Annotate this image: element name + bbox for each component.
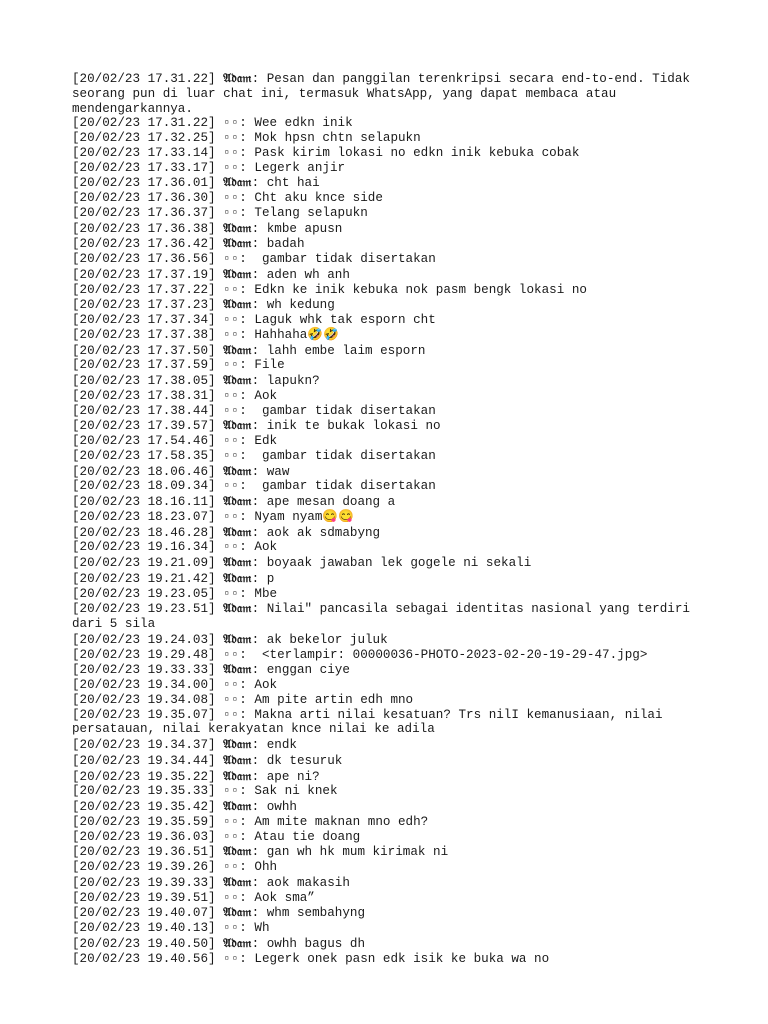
message-timestamp: [20/02/23 19.39.51] <box>72 890 216 905</box>
message-timestamp: [20/02/23 17.36.30] <box>72 191 216 205</box>
message-text: gambar tidak disertakan <box>254 479 436 494</box>
message-sender: 𝔄𝔡𝔞𝔪 <box>223 342 252 357</box>
message-sender: ▫▫ <box>223 327 240 342</box>
chat-message: [20/02/23 19.36.51] 𝔄𝔡𝔞𝔪: gan wh hk mum kirimak ni <box>72 844 449 860</box>
message-text: Aok <box>254 540 278 555</box>
message-text: ape ni? <box>266 769 320 784</box>
chat-message: [20/02/23 18.46.28] 𝔄𝔡𝔞𝔪: aok ak sdmabyng <box>72 524 381 540</box>
message-text: Makna arti nilai kesatuan? Trs nilI kemanusiaan, nilai persatauan, nilai kerakyatan knce nilai ke adila <box>72 707 671 737</box>
chat-message: [20/02/23 19.39.33] 𝔄𝔡𝔞𝔪: aok makasih <box>72 874 350 890</box>
message-timestamp: [20/02/23 19.40.50] <box>72 936 216 951</box>
chat-message: [20/02/23 18.23.07] ▫▫: Nyam nyam😋😋 <box>72 509 354 524</box>
message-timestamp: [20/02/23 19.21.42] <box>72 571 216 586</box>
message-timestamp: [20/02/23 19.23.51] <box>72 602 216 617</box>
message-text: owhh <box>266 800 297 814</box>
message-timestamp: [20/02/23 19.35.42] <box>72 800 216 814</box>
message-text: Pesan dan panggilan terenkripsi secara end-to-end. Tidak seorang pun di luar chat ini, termasuk WhatsApp, yang dapat membaca atau mendengarkannya. <box>72 72 698 116</box>
message-timestamp: [20/02/23 17.37.38] <box>72 327 216 342</box>
chat-message: [20/02/23 18.16.11] 𝔄𝔡𝔞𝔪: ape mesan doang a <box>72 494 396 509</box>
chat-message: [20/02/23 19.40.50] 𝔄𝔡𝔞𝔪: owhh bagus dh <box>72 935 365 951</box>
chat-message: [20/02/23 17.38.05] 𝔄𝔡𝔞𝔪: lapukn? <box>72 373 320 388</box>
message-timestamp: [20/02/23 19.21.09] <box>72 556 216 570</box>
chat-message: [20/02/23 17.31.22] ▫▫: Wee edkn inik <box>72 116 353 131</box>
message-text: wh kedung <box>266 298 335 313</box>
message-timestamp: [20/02/23 17.36.37] <box>72 205 216 220</box>
chat-message: [20/02/23 17.36.37] ▫▫: Telang selapukn <box>72 205 368 220</box>
chat-message: [20/02/23 17.39.57] 𝔄𝔡𝔞𝔪: inik te bukak lokasi no <box>72 418 441 434</box>
message-text: aok ak sdmabyng <box>266 525 381 540</box>
message-text: kmbe apusn <box>266 221 343 236</box>
message-timestamp: [20/02/23 19.34.00] <box>72 678 216 692</box>
message-timestamp: [20/02/23 17.37.50] <box>72 343 216 358</box>
message-sender: 𝔄𝔡𝔞𝔪 <box>223 373 252 387</box>
message-timestamp: [20/02/23 19.36.51] <box>72 845 216 860</box>
message-text: Mbe <box>254 586 278 601</box>
message-sender: 𝔄𝔡𝔞𝔪 <box>223 555 252 569</box>
message-sender: ▫▫ <box>223 205 240 220</box>
message-text: waw <box>266 464 290 479</box>
message-text: gan wh hk mum kirimak ni <box>266 845 449 860</box>
message-timestamp: [20/02/23 19.34.37] <box>72 738 216 752</box>
message-timestamp: [20/02/23 17.37.34] <box>72 313 216 327</box>
message-text: Am mite maknan mno edh? <box>254 814 429 829</box>
message-timestamp: [20/02/23 17.38.31] <box>72 388 216 403</box>
message-sender: ▫▫ <box>223 814 240 829</box>
chat-message: [20/02/23 19.36.03] ▫▫: Atau tie doang <box>72 829 361 844</box>
message-sender: ▫▫ <box>223 252 240 266</box>
chat-message: [20/02/23 17.58.35] ▫▫: gambar tidak disertakan <box>72 448 436 463</box>
message-timestamp: [20/02/23 19.24.03] <box>72 632 216 647</box>
message-text: gambar tidak disertakan <box>254 448 436 463</box>
message-text: Atau tie doang <box>254 829 361 844</box>
chat-message: [20/02/23 17.36.30] ▫▫: Cht aku knce side <box>72 191 383 205</box>
message-timestamp: [20/02/23 17.36.56] <box>72 252 216 266</box>
message-text: ape mesan doang a <box>266 495 396 509</box>
message-timestamp: [20/02/23 17.54.46] <box>72 434 216 448</box>
message-sender: ▫▫ <box>223 586 240 601</box>
message-timestamp: [20/02/23 17.31.22] <box>72 116 216 131</box>
message-text: Sak ni knek <box>254 784 338 799</box>
message-sender: 𝔄𝔡𝔞𝔪 <box>223 266 252 281</box>
message-sender: 𝔄𝔡𝔞𝔪 <box>223 524 252 539</box>
message-timestamp: [20/02/23 19.40.56] <box>72 951 216 966</box>
message-timestamp: [20/02/23 17.37.23] <box>72 298 216 313</box>
message-timestamp: [20/02/23 19.39.26] <box>72 860 216 874</box>
message-timestamp: [20/02/23 17.33.14] <box>72 145 216 160</box>
message-timestamp: [20/02/23 19.33.33] <box>72 663 216 678</box>
message-sender: ▫▫ <box>223 860 240 874</box>
message-text: inik te bukak lokasi no <box>266 419 441 434</box>
message-timestamp: [20/02/23 19.40.07] <box>72 906 216 921</box>
chat-message: [20/02/23 17.37.19] 𝔄𝔡𝔞𝔪: aden wh anh <box>72 266 350 282</box>
message-timestamp: [20/02/23 19.35.33] <box>72 784 216 799</box>
message-timestamp: [20/02/23 17.36.38] <box>72 221 216 236</box>
chat-message: [20/02/23 19.40.07] 𝔄𝔡𝔞𝔪: whm sembahyng <box>72 905 365 921</box>
message-timestamp: [20/02/23 17.37.19] <box>72 267 216 282</box>
message-timestamp: [20/02/23 17.33.17] <box>72 160 216 175</box>
message-text: lapukn? <box>266 374 320 388</box>
message-sender: ▫▫ <box>223 160 240 175</box>
message-timestamp: [20/02/23 17.58.35] <box>72 448 216 463</box>
message-sender: ▫▫ <box>223 191 240 205</box>
chat-message: [20/02/23 19.23.05] ▫▫: Mbe <box>72 586 278 601</box>
chat-message: [20/02/23 19.35.07] ▫▫: Makna arti nilai kesatuan? Trs nilI kemanusiaan, nilai persatauan, nilai kerakyatan knce nilai ke adila <box>72 707 671 737</box>
message-sender: ▫▫ <box>223 145 240 160</box>
message-sender: 𝔄𝔡𝔞𝔪 <box>223 71 252 85</box>
message-sender: 𝔄𝔡𝔞𝔪 <box>223 799 252 813</box>
message-text: Mok hpsn chtn selapukn <box>254 131 421 145</box>
message-timestamp: [20/02/23 17.31.22] <box>72 72 216 86</box>
message-sender: 𝔄𝔡𝔞𝔪 <box>223 905 252 920</box>
message-timestamp: [20/02/23 17.37.22] <box>72 282 216 297</box>
message-sender: 𝔄𝔡𝔞𝔪 <box>223 220 252 235</box>
message-text: Aok <box>254 388 278 403</box>
chat-message: [20/02/23 17.38.31] ▫▫: Aok <box>72 388 278 403</box>
chat-message: [20/02/23 17.36.56] ▫▫: gambar tidak disertakan <box>72 252 436 266</box>
chat-message: [20/02/23 17.37.34] ▫▫: Laguk whk tak esporn cht <box>72 313 436 327</box>
message-timestamp: [20/02/23 17.36.01] <box>72 176 216 191</box>
message-timestamp: [20/02/23 19.35.07] <box>72 707 216 722</box>
chat-message: [20/02/23 19.40.13] ▫▫: Wh <box>72 921 270 935</box>
message-sender: ▫▫ <box>223 890 240 905</box>
message-sender: ▫▫ <box>223 358 240 373</box>
message-sender: 𝔄𝔡𝔞𝔪 <box>223 874 252 889</box>
message-sender: ▫▫ <box>223 479 240 494</box>
message-timestamp: [20/02/23 19.29.48] <box>72 647 216 662</box>
message-text: Hahhaha🤣🤣 <box>254 327 339 342</box>
message-text: boyaak jawaban lek gogele ni sekali <box>266 556 532 570</box>
message-timestamp: [20/02/23 18.46.28] <box>72 525 216 540</box>
chat-message: [20/02/23 19.34.08] ▫▫: Am pite artin edh mno <box>72 692 414 707</box>
message-sender: 𝔄𝔡𝔞𝔪 <box>223 175 252 190</box>
chat-message: [20/02/23 19.34.44] 𝔄𝔡𝔞𝔪: dk tesuruk <box>72 752 343 768</box>
message-text: Legerk anjir <box>254 160 346 175</box>
message-text: Edkn ke inik kebuka nok pasm bengk lokasi no <box>254 282 587 297</box>
message-text: lahh embe laim esporn <box>266 343 426 358</box>
chat-message: [20/02/23 17.54.46] ▫▫: Edk <box>72 434 278 448</box>
chat-message: [20/02/23 17.36.38] 𝔄𝔡𝔞𝔪: kmbe apusn <box>72 220 343 236</box>
message-timestamp: [20/02/23 17.38.05] <box>72 374 216 388</box>
message-text: whm sembahyng <box>266 906 365 921</box>
message-sender: ▫▫ <box>223 784 240 799</box>
chat-message: [20/02/23 17.31.22] 𝔄𝔡𝔞𝔪: Pesan dan panggilan terenkripsi secara end-to-end. Tidak seorang pun di luar chat ini, termasuk WhatsApp, yang dapat membaca atau mendengarkannya. <box>72 71 698 116</box>
message-sender: ▫▫ <box>223 282 240 297</box>
message-text: Wee edkn inik <box>254 116 353 131</box>
message-timestamp: [20/02/23 19.40.13] <box>72 921 216 935</box>
chat-message: [20/02/23 18.06.46] 𝔄𝔡𝔞𝔪: waw <box>72 463 290 479</box>
chat-message: [20/02/23 17.36.42] 𝔄𝔡𝔞𝔪: badah <box>72 236 305 252</box>
message-text: Legerk onek pasn edk isik ke buka wa no <box>254 951 550 966</box>
message-text: ak bekelor juluk <box>266 632 388 647</box>
chat-message: [20/02/23 19.33.33] 𝔄𝔡𝔞𝔪: enggan ciye <box>72 662 350 678</box>
message-text: gambar tidak disertakan <box>254 403 436 418</box>
message-text: Wh <box>254 921 270 935</box>
message-timestamp: [20/02/23 17.38.44] <box>72 403 216 418</box>
chat-message: [20/02/23 17.37.50] 𝔄𝔡𝔞𝔪: lahh embe laim esporn <box>72 342 426 358</box>
message-sender: 𝔄𝔡𝔞𝔪 <box>223 935 252 950</box>
chat-message: [20/02/23 19.29.48] ▫▫: <terlampir: 00000036-PHOTO-2023-02-20-19-29-47.jpg> <box>72 647 648 662</box>
chat-message: [20/02/23 17.38.44] ▫▫: gambar tidak disertakan <box>72 403 436 418</box>
message-timestamp: [20/02/23 19.35.59] <box>72 814 216 829</box>
chat-message: [20/02/23 18.09.34] ▫▫: gambar tidak disertakan <box>72 479 436 494</box>
message-timestamp: [20/02/23 18.16.11] <box>72 495 216 509</box>
chat-log <box>72 71 702 966</box>
chat-message: [20/02/23 17.37.23] 𝔄𝔡𝔞𝔪: wh kedung <box>72 297 335 313</box>
message-sender: 𝔄𝔡𝔞𝔪 <box>223 463 252 478</box>
message-sender: 𝔄𝔡𝔞𝔪 <box>223 752 252 767</box>
message-sender: ▫▫ <box>223 921 240 935</box>
message-sender: ▫▫ <box>223 829 240 844</box>
message-sender: ▫▫ <box>223 692 240 707</box>
message-timestamp: [20/02/23 19.39.33] <box>72 875 216 890</box>
chat-message: [20/02/23 19.35.59] ▫▫: Am mite maknan mno edh? <box>72 814 429 829</box>
chat-message: [20/02/23 19.39.26] ▫▫: Ohh <box>72 860 278 874</box>
chat-message: [20/02/23 19.35.33] ▫▫: Sak ni knek <box>72 784 338 799</box>
message-sender: 𝔄𝔡𝔞𝔪 <box>223 737 252 751</box>
message-text: Cht aku knce side <box>254 191 383 205</box>
chat-message: [20/02/23 19.24.03] 𝔄𝔡𝔞𝔪: ak bekelor juluk <box>72 631 388 647</box>
message-text: badah <box>266 237 305 252</box>
message-text: Telang selapukn <box>254 205 368 220</box>
chat-message: [20/02/23 17.33.17] ▫▫: Legerk anjir <box>72 160 346 175</box>
message-sender: 𝔄𝔡𝔞𝔪 <box>223 494 252 508</box>
chat-message: [20/02/23 17.37.22] ▫▫: Edkn ke inik kebuka nok pasm bengk lokasi no <box>72 282 587 297</box>
message-text: p <box>266 571 275 586</box>
chat-message: [20/02/23 17.33.14] ▫▫: Pask kirim lokasi no edkn inik kebuka cobak <box>72 145 580 160</box>
message-timestamp: [20/02/23 17.39.57] <box>72 419 216 434</box>
message-text: Nilai" pancasila sebagai identitas nasional yang terdiri dari 5 sila <box>72 602 698 631</box>
message-text: cht hai <box>266 176 320 191</box>
chat-message: [20/02/23 19.21.09] 𝔄𝔡𝔞𝔪: boyaak jawaban lek gogele ni sekali <box>72 555 532 570</box>
message-sender: ▫▫ <box>223 403 240 418</box>
message-sender: ▫▫ <box>223 131 240 145</box>
message-sender: 𝔄𝔡𝔞𝔪 <box>223 570 252 585</box>
message-sender: ▫▫ <box>223 313 240 327</box>
chat-message: [20/02/23 19.16.34] ▫▫: Aok <box>72 540 278 555</box>
message-timestamp: [20/02/23 19.34.08] <box>72 692 216 707</box>
message-text: owhh bagus dh <box>266 936 365 951</box>
message-timestamp: [20/02/23 19.23.05] <box>72 586 216 601</box>
message-text: <terlampir: 00000036-PHOTO-2023-02-20-19-29-47.jpg> <box>254 647 648 662</box>
message-timestamp: [20/02/23 18.06.46] <box>72 464 216 479</box>
message-text: Ohh <box>254 860 278 874</box>
message-sender: ▫▫ <box>223 116 240 131</box>
message-timestamp: [20/02/23 19.35.22] <box>72 769 216 784</box>
chat-message: [20/02/23 17.36.01] 𝔄𝔡𝔞𝔪: cht hai <box>72 175 320 191</box>
message-sender: 𝔄𝔡𝔞𝔪 <box>223 768 252 783</box>
message-sender: 𝔄𝔡𝔞𝔪 <box>223 601 252 616</box>
message-sender: ▫▫ <box>223 678 240 692</box>
message-timestamp: [20/02/23 19.34.44] <box>72 753 216 768</box>
message-sender: ▫▫ <box>223 951 240 966</box>
chat-message: [20/02/23 19.34.00] ▫▫: Aok <box>72 678 278 692</box>
message-timestamp: [20/02/23 19.36.03] <box>72 829 216 844</box>
message-sender: ▫▫ <box>223 509 240 524</box>
chat-message: [20/02/23 19.40.56] ▫▫: Legerk onek pasn edk isik ke buka wa no <box>72 951 550 966</box>
message-text: gambar tidak disertakan <box>254 252 436 266</box>
message-sender: 𝔄𝔡𝔞𝔪 <box>223 662 252 677</box>
message-text: endk <box>266 738 297 752</box>
message-sender: 𝔄𝔡𝔞𝔪 <box>223 631 252 646</box>
chat-message: [20/02/23 17.37.38] ▫▫: Hahhaha🤣🤣 <box>72 327 339 342</box>
chat-message: [20/02/23 19.35.42] 𝔄𝔡𝔞𝔪: owhh <box>72 799 297 814</box>
chat-message: [20/02/23 17.32.25] ▫▫: Mok hpsn chtn selapukn <box>72 131 421 145</box>
message-sender: ▫▫ <box>223 647 240 662</box>
chat-message: [20/02/23 19.35.22] 𝔄𝔡𝔞𝔪: ape ni? <box>72 768 320 784</box>
message-sender: 𝔄𝔡𝔞𝔪 <box>223 236 252 251</box>
message-sender: ▫▫ <box>223 434 240 448</box>
message-text: Am pite artin edh mno <box>254 692 414 707</box>
message-text: Edk <box>254 434 278 448</box>
message-sender: ▫▫ <box>223 540 240 555</box>
chat-message: [20/02/23 17.37.59] ▫▫: File <box>72 358 285 373</box>
message-text: Laguk whk tak esporn cht <box>254 313 436 327</box>
message-text: aok makasih <box>266 875 350 890</box>
message-timestamp: [20/02/23 18.23.07] <box>72 509 216 524</box>
message-text: enggan ciye <box>266 663 350 678</box>
chat-message: [20/02/23 19.23.51] 𝔄𝔡𝔞𝔪: Nilai" pancasila sebagai identitas nasional yang terdiri dari 5 sila <box>72 601 698 631</box>
message-sender: 𝔄𝔡𝔞𝔪 <box>223 297 252 312</box>
message-sender: ▫▫ <box>223 448 240 463</box>
chat-message: [20/02/23 19.39.51] ▫▫: Aok sma” <box>72 890 315 905</box>
message-text: aden wh anh <box>266 267 350 282</box>
message-text: dk tesuruk <box>266 753 343 768</box>
message-sender: ▫▫ <box>223 707 240 722</box>
message-timestamp: [20/02/23 17.37.59] <box>72 358 216 373</box>
message-timestamp: [20/02/23 17.36.42] <box>72 237 216 252</box>
message-text: Pask kirim lokasi no edkn inik kebuka cobak <box>254 145 580 160</box>
message-text: Aok <box>254 678 278 692</box>
message-timestamp: [20/02/23 18.09.34] <box>72 479 216 494</box>
message-sender: 𝔄𝔡𝔞𝔪 <box>223 418 252 433</box>
message-text: File <box>254 358 285 373</box>
message-timestamp: [20/02/23 19.16.34] <box>72 540 216 555</box>
message-text: Nyam nyam😋😋 <box>254 509 354 524</box>
message-timestamp: [20/02/23 17.32.25] <box>72 131 216 145</box>
chat-message: [20/02/23 19.34.37] 𝔄𝔡𝔞𝔪: endk <box>72 737 297 752</box>
message-sender: 𝔄𝔡𝔞𝔪 <box>223 844 252 859</box>
message-sender: ▫▫ <box>223 388 240 403</box>
message-text: Aok sma” <box>254 890 315 905</box>
chat-message: [20/02/23 19.21.42] 𝔄𝔡𝔞𝔪: p <box>72 570 275 586</box>
